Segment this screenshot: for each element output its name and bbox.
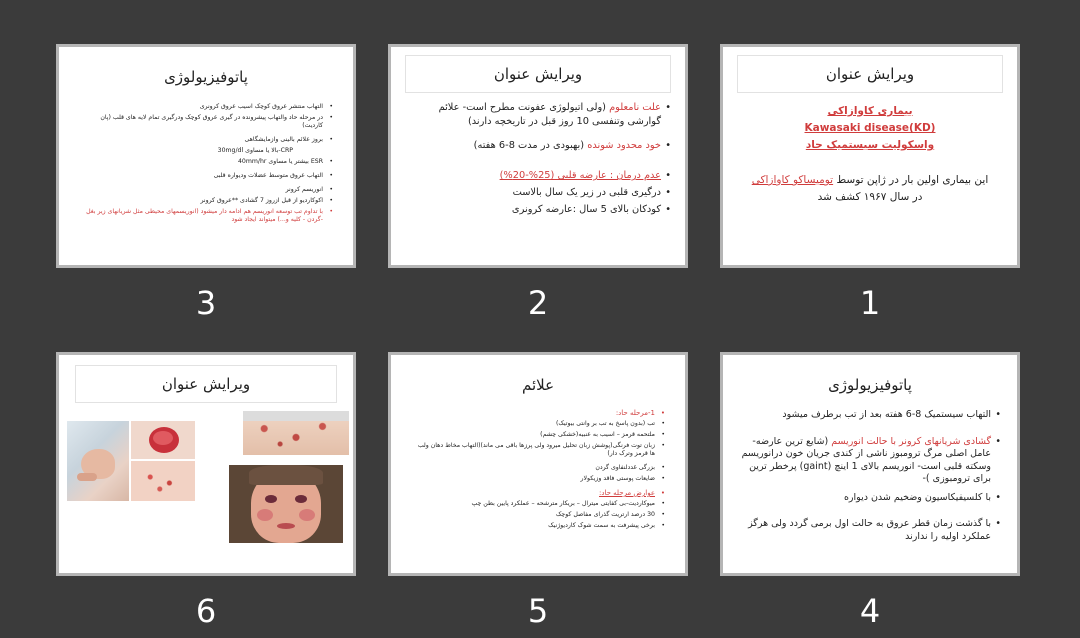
bullet-item: • التهاب منتشر عروق کوچک اسیب عروق کرونری	[79, 103, 333, 111]
bullet-item: • تب (بدون پاسخ به تب بر وانتی بیوتیک)	[411, 420, 665, 428]
bullet-item: • با تداوم تب توسعه انوریسم هم ادامه دار میشود (انوریسمهای محیطی مثل شریانهای زیر بغل -گردن - کلیه و...) میتواند ایجاد شود	[79, 208, 333, 224]
bullet-item: • با کلسیفیکاسیون وضخیم شدن دیواره	[739, 492, 1001, 505]
slide-title: پاتوفیزیولوژی	[164, 68, 248, 86]
bullet-item: • بروز علائم بالینی وازمایشگاهی	[79, 136, 333, 144]
slide-line: Kawasaki disease(KD)	[804, 122, 936, 134]
bullet-item: • 30 درصد ارتریت گذرای مفاصل کوچک	[411, 511, 665, 519]
bullet-text: اکوکاردیو از قبل ازروز 7 گشادی **عروق کرونر	[200, 197, 323, 204]
bullet-item	[405, 186, 671, 200]
bullet-item	[405, 203, 671, 217]
bullet-highlight: گشادی شریانهای کرونر با حالت انوریسم	[831, 435, 991, 447]
slide-title: ویرایش عنوان	[737, 55, 1003, 93]
slide-line: واسکولیت سیستمیک حاد	[805, 139, 935, 151]
slide-number: 2	[527, 284, 549, 322]
slide-line: بیماری کاوازاکی	[827, 105, 913, 117]
bullet-item: • 1-مرحله حاد:	[411, 409, 665, 417]
bullet-item: • با گذشت زمان قطر عروق به حالت اول برمی گردد ولی هرگز عملکرد اولیه را ندارند	[739, 518, 1001, 543]
bullet-item	[739, 436, 1001, 486]
photo-tongue	[131, 421, 195, 459]
bullet-item: • التهاب سیستمیک 8-6 هفته بعد از تب برطرف میشود	[739, 409, 1001, 422]
slide-number: 4	[859, 592, 881, 630]
photo-child-face	[229, 465, 343, 543]
slide-thumbnail-1[interactable]	[720, 44, 1020, 268]
slide-title: ویرایش عنوان	[405, 55, 671, 93]
slide-title: پاتوفیزیولوژی	[828, 376, 912, 394]
bullet-text: (شایع ترین عارضه- عامل اصلی مرگ ترومبوز ناشی از کندی جریان خون درانوریسم وسکته قلبی است- انوریسم بالای 1 اینچ (gaint) پرخطر ترین برای ترومبوزی )-	[741, 435, 991, 484]
slide-paragraph	[737, 172, 1003, 189]
slide-number: 6	[195, 592, 217, 630]
bullet-item: • میوکاردیت-بی کفایتی میترال – بریکار مترشحه – عملکرد پایین بطن چپ	[411, 500, 665, 508]
photo-skin-rash	[243, 411, 349, 455]
bullet-item	[79, 197, 333, 205]
bullet-highlight: عدم درمان : عارضه قلبی (25%-20%)	[499, 170, 661, 181]
bullet-item: • عوارض مرحله حاد:	[411, 489, 665, 497]
bullet-item: • در مرحله حاد والتهاب پیشرونده در گیری عروق کوچک ودرگیری تمام لایه های قلب (پان کاردیت)	[79, 114, 333, 130]
bullet-item	[405, 101, 671, 129]
bullet-text: کودکان بالای 5 سال :عارضه کرونری	[511, 204, 661, 215]
bullet-item: • برخی پیشرفت به سمت شوک کاردیوژنیک	[411, 522, 665, 530]
slide-number: 5	[527, 592, 549, 630]
bullet-highlight: علت نامعلوم	[609, 102, 661, 113]
slide-title: ویرایش عنوان	[75, 365, 337, 403]
slide-thumbnail-6[interactable]	[56, 352, 356, 576]
slide-number: 1	[859, 284, 881, 322]
bullet-item	[405, 139, 671, 153]
bullet-item: • ESR بیشتر یا مساوی 40mm/hr	[79, 158, 333, 166]
slide-title: علائم	[521, 376, 555, 394]
bullet-item	[405, 169, 671, 183]
bullet-item: • انوریسم کرونر	[79, 186, 333, 194]
bullet-item: • ضایعات پوستی فاقد وزیکولار	[411, 475, 665, 483]
slide-paragraph: در سال ۱۹۶۷ کشف شد	[817, 191, 923, 203]
photo-rash	[131, 461, 195, 501]
slide-thumbnail-2[interactable]	[388, 44, 688, 268]
bullet-item: • التهاب عروق متوسط عضلات ودیواره قلبی	[79, 172, 333, 180]
bullet-text: (بهبودی در مدت 8-6 هفته)	[473, 140, 588, 151]
slide-thumbnail-4[interactable]	[720, 352, 1020, 576]
bullet-highlight: خود محدود شونده	[587, 140, 661, 151]
paragraph-highlight: تومیساکو کاوازاکی	[751, 174, 834, 186]
slide-thumbnail-3[interactable]	[56, 44, 356, 268]
bullet-text: درگیری قلبی در زیر یک سال بالاست	[512, 187, 661, 198]
slide-thumbnail-5[interactable]	[388, 352, 688, 576]
paragraph-text: این بیماری اولین بار در ژاپن توسط	[833, 174, 989, 186]
bullet-item: • ملتحمه قرمز – اسیب به عنبیه(خشکی چشم)	[411, 431, 665, 439]
bullet-item: CRP-بالا یا مساوی 30mg/dl	[217, 147, 293, 154]
bullet-item: • بزرگی غددلنفاوی گردن	[411, 464, 665, 472]
bullet-text: (ولی اتیولوژی عفونت مطرح است- علائم گوارشی وتنفسی 10 روز قبل در تاریخچه دارند)	[438, 102, 661, 127]
photo-hand	[67, 421, 129, 501]
bullet-item: • زبان توت فرنگی(پوشش زبان تحلیل میرود ولی پرزها باقی می ماند)(التهاب مخاط دهان ولب ها قرمز وترک دار)	[411, 442, 665, 458]
slide-number: 3	[195, 284, 217, 322]
